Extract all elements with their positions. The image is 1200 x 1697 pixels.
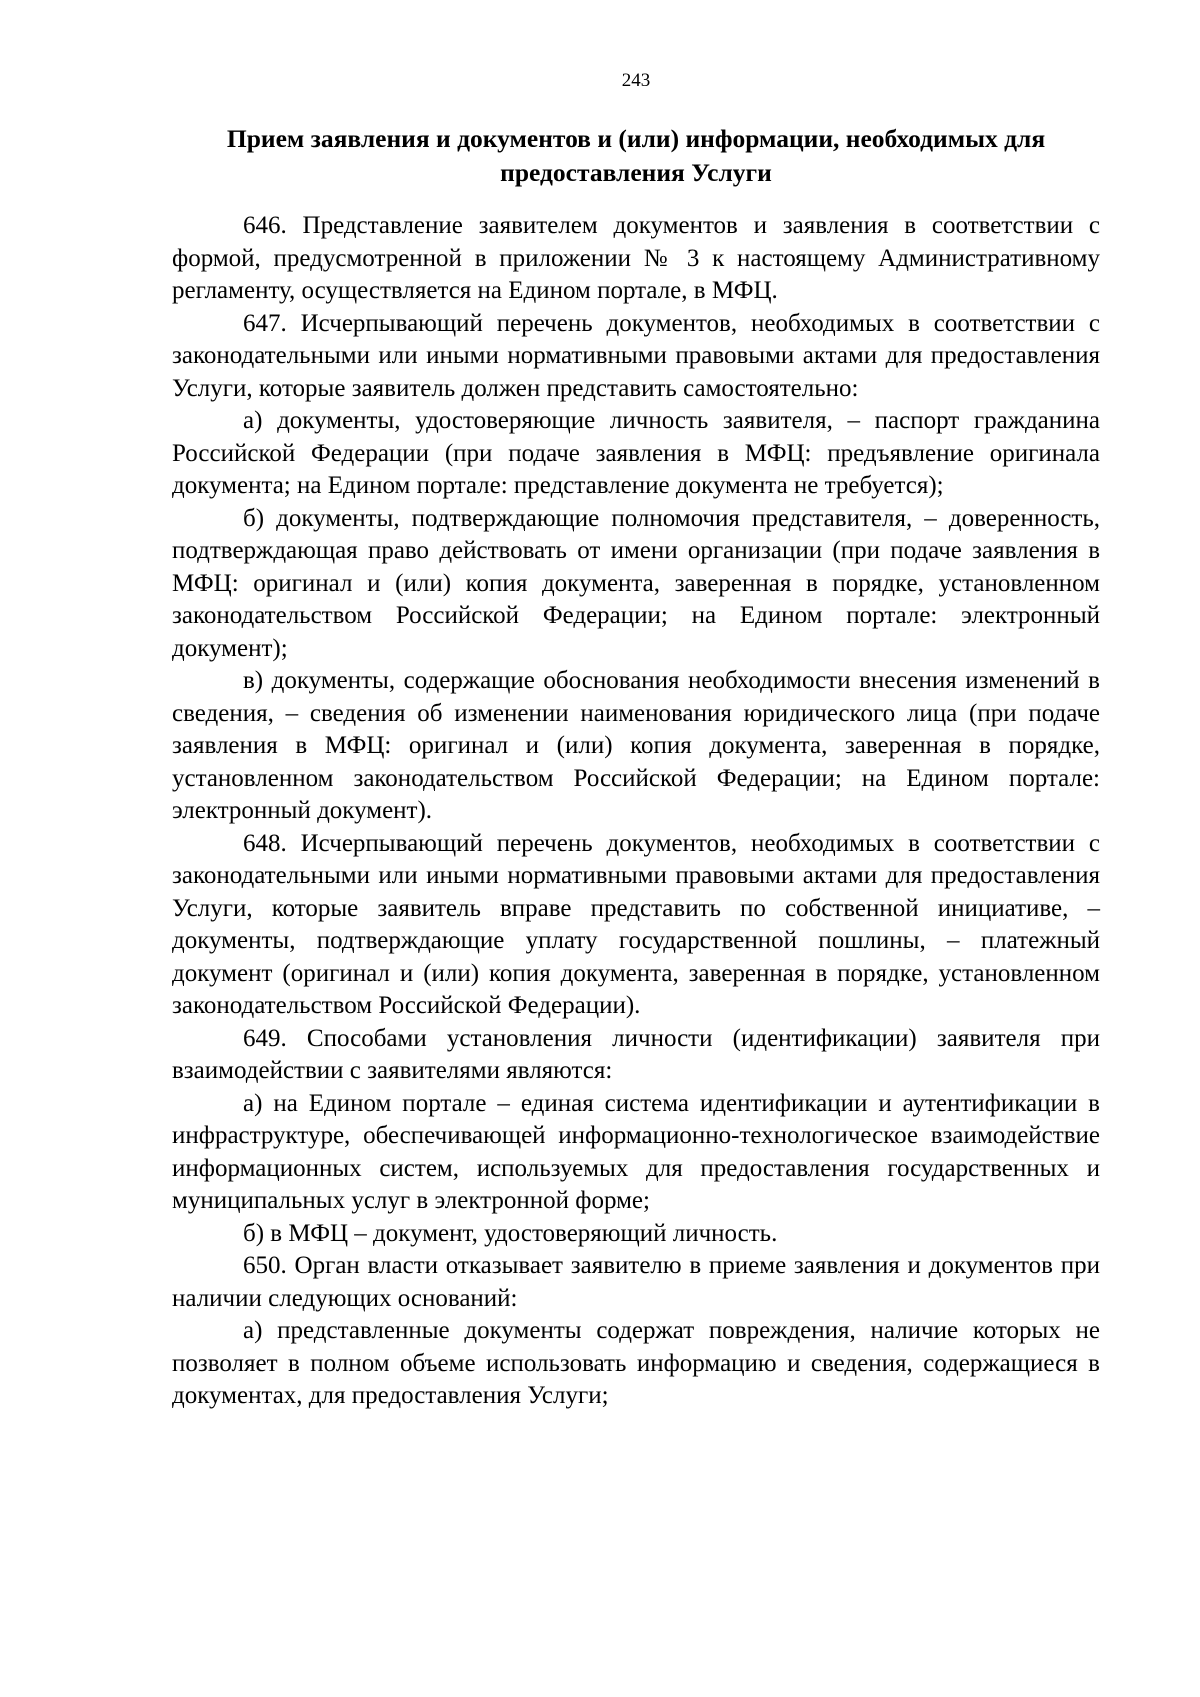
paragraph-650-a: а) представленные документы содержат повреждения, наличие которых не позволяет в полном объеме использовать информацию и сведения, содержащиеся в документах, для предоставления Услуги;: [172, 1317, 1100, 1409]
page-number: 243: [621, 70, 651, 91]
paragraph-648: 648. Исчерпывающий перечень документов, необходимых в соответствии с законодательными или иными нормативными правовыми актами для предоставления Услуги, которые заявитель вправе представить по собственной инициативе, – документы, подтверждающие уплату государственной пошлины, – платежный документ (оригинал и (или) копия документа, заверенная в порядке, установленном законодательством Российской Федерации).: [172, 829, 1100, 1019]
paragraph-646: 646. Представление заявителем документов и заявления в соответствии с формой, предусмотренной в приложении № 3 к настоящему Административному регламенту, осуществляется на Едином портале, в МФЦ.: [172, 212, 1100, 304]
paragraph-647-v: в) документы, содержащие обоснования необходимости внесения изменений в сведения, – сведения об изменении наименования юридического лица (при подаче заявления в МФЦ: оригинал и (или) копия документа, заверенная в порядке, установленном законодательством Российской Федерации; на Едином портале: электронный документ).: [172, 667, 1100, 824]
section-heading: Прием заявления и документов и (или) информации, необходимых для предоставления Услуги: [226, 124, 1046, 187]
paragraph-650: 650. Орган власти отказывает заявителю в приеме заявления и документов при наличии следующих оснований:: [172, 1252, 1100, 1312]
paragraph-647: 647. Исчерпывающий перечень документов, необходимых в соответствии с законодательными или иными нормативными правовыми актами для предоставления Услуги, которые заявитель должен представить самостоятельно:: [172, 309, 1100, 402]
document-body: [172, 210, 1100, 1413]
paragraph-649: 649. Способами установления личности (идентификации) заявителя при взаимодействии с заявителями являются:: [172, 1024, 1100, 1084]
paragraph-647-a: а) документы, удостоверяющие личность заявителя, – паспорт гражданина Российской Федерации (при подаче заявления в МФЦ: предъявление оригинала документа; на Едином портале: представление документа не требуется);: [172, 407, 1100, 499]
paragraph-649-a: а) на Едином портале – единая система идентификации и аутентификации в инфраструктуре, обеспечивающей информационно-технологическое взаимодействие информационных систем, используемых для предоставления государственных и муниципальных услуг в электронной форме;: [172, 1089, 1100, 1214]
paragraph-647-b: б) документы, подтверждающие полномочия представителя, – доверенность, подтверждающая право действовать от имени организации (при подаче заявления в МФЦ: оригинал и (или) копия документа, заверенная в порядке, установленном законодательством Российской Федерации; на Едином портале: электронный документ);: [172, 504, 1100, 662]
paragraph-649-b: б) в МФЦ – документ, удостоверяющий личность.: [243, 1219, 778, 1247]
